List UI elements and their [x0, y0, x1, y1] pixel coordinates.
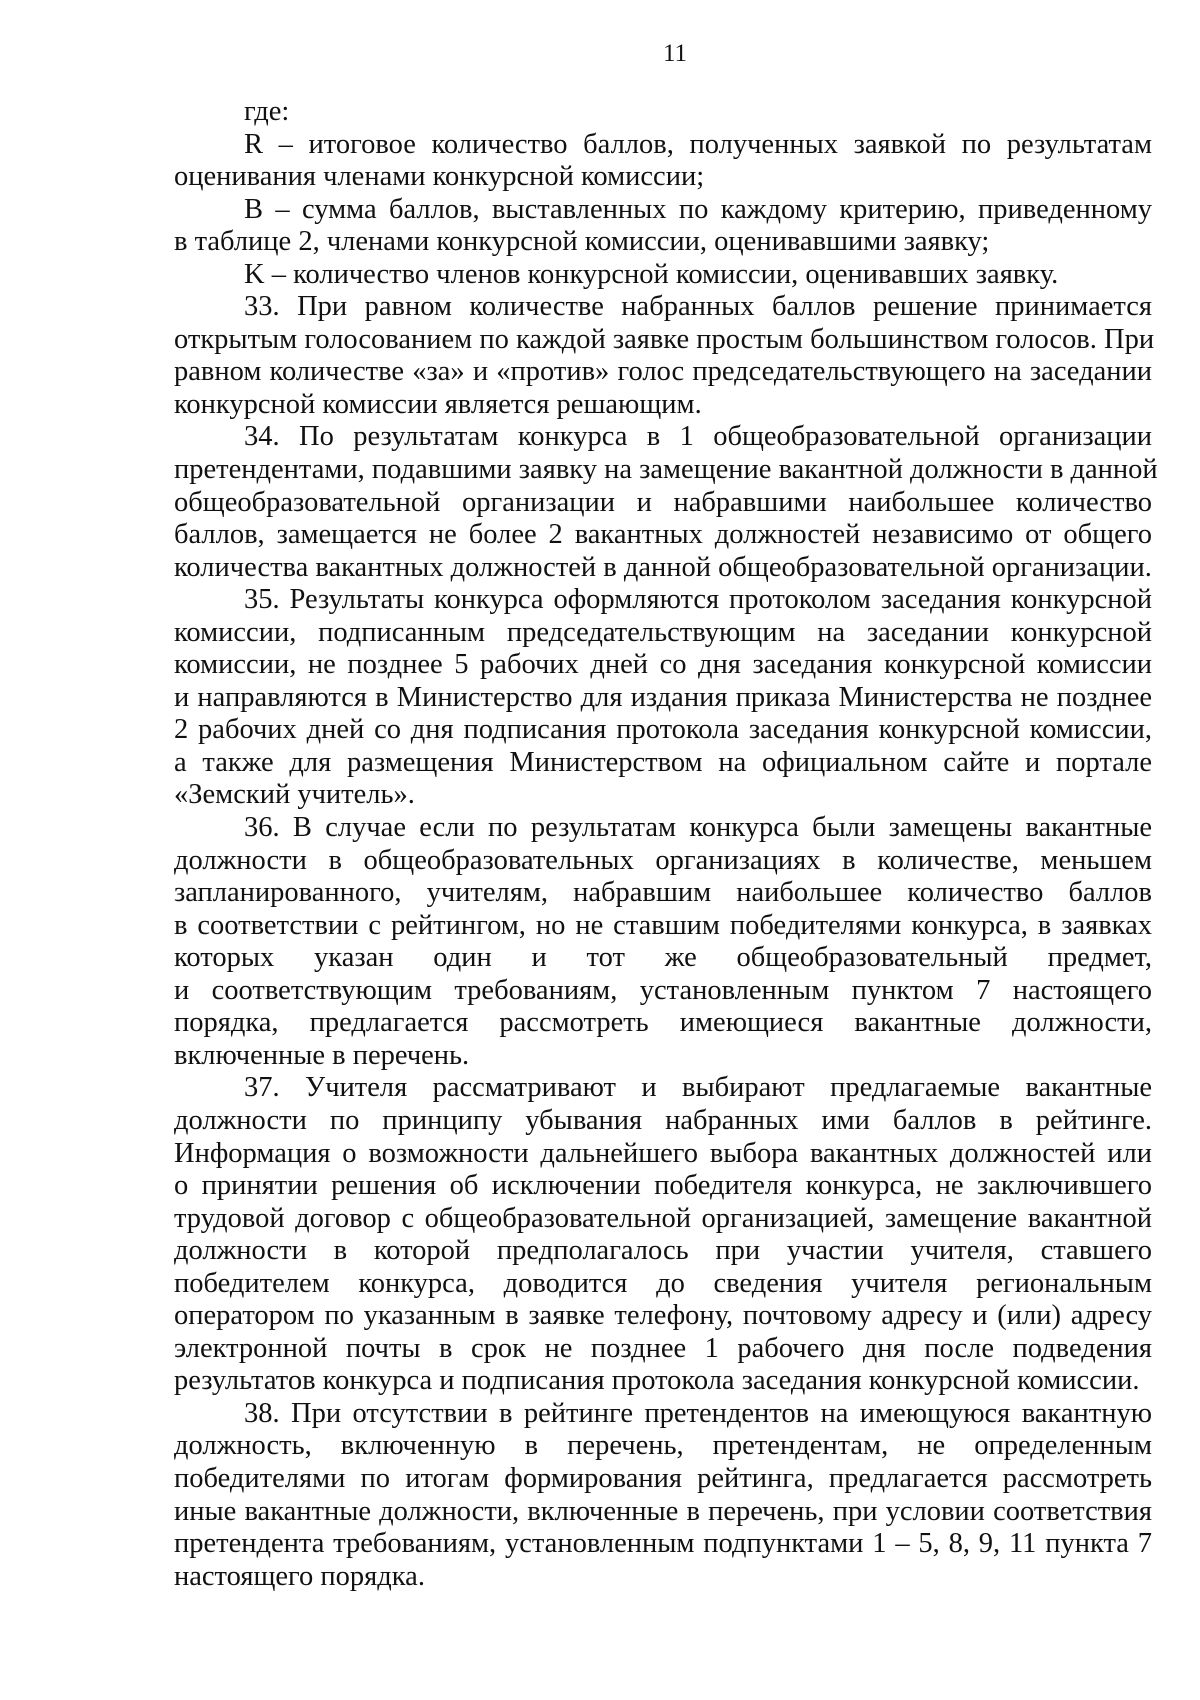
- text-line: и направляются в Министерство для издания приказа Министерства не позднее: [174, 681, 1152, 713]
- text-line: в таблице 2, членами конкурсной комиссии, оценивавшими заявку;: [174, 226, 990, 258]
- text-line: открытым голосованием по каждой заявке простым большинством голосов. При: [174, 323, 1155, 355]
- text-line: которых указан один и тот же общеобразовательный предмет,: [174, 942, 1152, 974]
- text-line: комиссии, подписанным председательствующим на заседании конкурсной: [174, 616, 1152, 648]
- text-line: Информация о возможности дальнейшего выбора вакантных должностей или: [174, 1137, 1152, 1169]
- paragraph-p38: [174, 1398, 1152, 1593]
- text-line: порядка, предлагается рассмотреть имеющиеся вакантные должности,: [174, 1007, 1152, 1039]
- text-line: иные вакантные должности, включенные в перечень, при условии соответствия: [174, 1495, 1152, 1527]
- text-line: в соответствии с рейтингом, но не ставшим победителями конкурса, в заявках: [174, 909, 1152, 941]
- paragraph-p35: [174, 584, 1152, 812]
- text-line: 34. По результатам конкурса в 1 общеобразовательной организации: [244, 421, 1152, 453]
- text-line: должность, включенную в перечень, претендентам, не определенным: [174, 1430, 1152, 1462]
- document-body: [174, 96, 1158, 1593]
- text-line: 37. Учителя рассматривают и выбирают предлагаемые вакантные: [244, 1072, 1152, 1104]
- paragraph-r-def: [174, 129, 1152, 194]
- text-line: оператором по указанным в заявке телефону, почтовому адресу и (или) адресу: [174, 1300, 1152, 1332]
- text-line: должности в общеобразовательных организациях в количестве, меньшем: [174, 844, 1152, 876]
- text-line: и соответствующим требованиям, установленным пунктом 7 настоящего: [174, 974, 1152, 1006]
- text-line: 2 рабочих дней со дня подписания протокола заседания конкурсной комиссии,: [174, 714, 1152, 746]
- text-line: оценивания членами конкурсной комиссии;: [174, 161, 705, 193]
- text-line: «Земский учитель».: [174, 779, 415, 811]
- text-line: а также для размещения Министерством на официальном сайте и портале: [174, 746, 1152, 778]
- text-line: комиссии, не позднее 5 рабочих дней со дня заседания конкурсной комиссии: [174, 649, 1152, 681]
- text-line: победителями по итогам формирования рейтинга, предлагается рассмотреть: [174, 1462, 1152, 1494]
- text-line: R – итоговое количество баллов, полученных заявкой по результатам: [244, 128, 1152, 160]
- text-line: трудовой договор с общеобразовательной организацией, замещение вакантной: [174, 1202, 1152, 1234]
- paragraph-where: [174, 96, 1152, 129]
- text-line: где:: [244, 96, 290, 127]
- paragraph-b-def: [174, 194, 1152, 259]
- text-line: претендентами, подавшими заявку на замещение вакантной должности в данной: [174, 454, 1158, 486]
- text-line: должности в которой предполагалось при участии учителя, ставшего: [174, 1235, 1152, 1267]
- text-line: конкурсной комиссии является решающим.: [174, 388, 702, 420]
- text-line: о принятии решения об исключении победителя конкурса, не заключившего: [174, 1170, 1152, 1202]
- text-line: равном количестве «за» и «против» голос председательствующего на заседании: [174, 356, 1152, 388]
- text-line: должности по принципу убывания набранных ими баллов в рейтинге.: [174, 1104, 1152, 1136]
- text-line: победителем конкурса, доводится до сведения учителя региональным: [174, 1267, 1152, 1299]
- paragraph-p33: [174, 291, 1155, 421]
- paragraph-p34: [174, 421, 1158, 584]
- text-line: электронной почты в срок не позднее 1 рабочего дня после подведения: [174, 1332, 1152, 1364]
- text-line: 38. При отсутствии в рейтинге претендентов на имеющуюся вакантную: [244, 1397, 1152, 1429]
- paragraph-k-def: [174, 259, 1152, 292]
- text-line: претендента требованиям, установленным подпунктами 1 – 5, 8, 9, 11 пункта 7: [174, 1528, 1152, 1560]
- text-line: 35. Результаты конкурса оформляются протоколом заседания конкурсной: [244, 584, 1152, 616]
- paragraph-p36: [174, 812, 1152, 1072]
- page-number: 11: [662, 40, 688, 67]
- text-line: 33. При равном количестве набранных баллов решение принимается: [244, 291, 1152, 323]
- text-line: 36. В случае если по результатам конкурса были замещены вакантные: [244, 812, 1152, 844]
- text-line: общеобразовательной организации и набравшими наибольшее количество: [174, 486, 1152, 518]
- paragraph-p37: [174, 1072, 1152, 1397]
- text-line: настоящего порядка.: [174, 1560, 425, 1592]
- text-line: B – сумма баллов, выставленных по каждому критерию, приведенному: [244, 193, 1152, 225]
- text-line: включенные в перечень.: [174, 1039, 470, 1071]
- text-line: результатов конкурса и подписания протокола заседания конкурсной комиссии.: [174, 1365, 1140, 1397]
- text-line: баллов, замещается не более 2 вакантных должностей независимо от общего: [174, 519, 1152, 551]
- text-line: K – количество членов конкурсной комиссии, оценивавших заявку.: [244, 258, 1059, 290]
- text-line: количества вакантных должностей в данной общеобразовательной организации.: [174, 551, 1152, 583]
- text-line: запланированного, учителям, набравшим наибольшее количество баллов: [174, 877, 1152, 909]
